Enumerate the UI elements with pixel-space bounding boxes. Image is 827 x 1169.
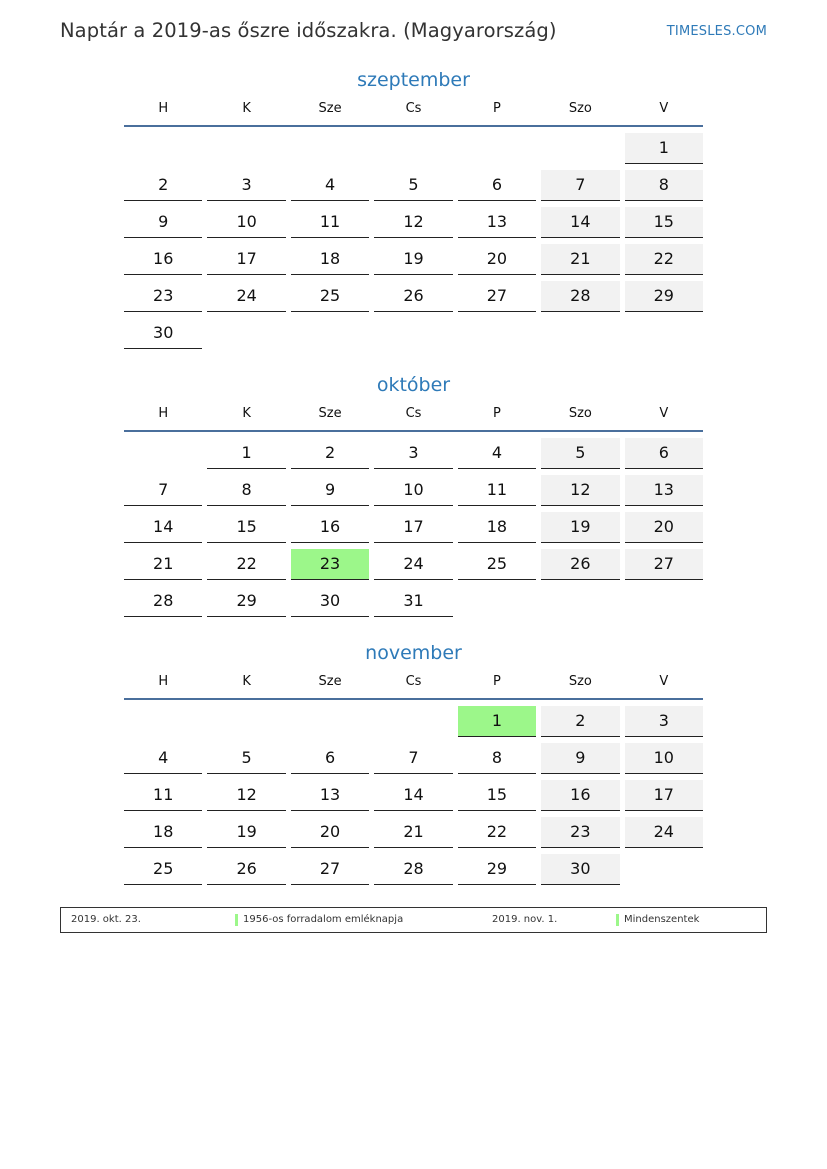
day-cell: 11 (124, 780, 202, 811)
day-cell: 24 (207, 281, 285, 312)
day-cell: 8 (458, 743, 536, 774)
day-cell: 26 (541, 549, 619, 580)
weekday-label: Sze (318, 406, 342, 421)
day-cell: 25 (458, 549, 536, 580)
weekday-label: Szo (568, 101, 592, 116)
empty-cell (207, 706, 285, 736)
weekday-label: P (493, 406, 501, 421)
day-cell: 4 (291, 170, 369, 201)
weekday-label: K (242, 101, 251, 116)
day-cell: 10 (374, 475, 452, 506)
day-grid (124, 133, 703, 355)
weekday-header (124, 672, 703, 700)
day-cell: 5 (374, 170, 452, 201)
day-cell: 26 (374, 281, 452, 312)
weekday-label: Sze (318, 674, 342, 689)
day-cell: 13 (291, 780, 369, 811)
day-cell: 24 (374, 549, 452, 580)
day-cell: 21 (541, 244, 619, 275)
day-cell: 17 (374, 512, 452, 543)
holiday-legend (60, 907, 767, 933)
weekday-label: H (158, 674, 169, 689)
weekday-label: Szo (568, 674, 592, 689)
day-cell: 9 (291, 475, 369, 506)
day-cell: 9 (124, 207, 202, 238)
day-cell: 18 (124, 817, 202, 848)
empty-cell (374, 133, 452, 163)
day-cell: 27 (291, 854, 369, 885)
day-cell: 26 (207, 854, 285, 885)
day-cell: 2 (124, 170, 202, 201)
month-calendar-october (124, 372, 703, 623)
day-cell: 14 (374, 780, 452, 811)
day-cell: 6 (291, 743, 369, 774)
day-cell: 27 (625, 549, 703, 580)
weekday-header (124, 99, 703, 127)
month-title: szeptember (357, 69, 470, 91)
brand-link[interactable]: TIMESLES.COM (666, 24, 767, 39)
day-cell: 14 (124, 512, 202, 543)
day-cell: 10 (625, 743, 703, 774)
weekday-header (124, 404, 703, 432)
day-cell: 12 (207, 780, 285, 811)
day-cell: 30 (291, 586, 369, 617)
empty-cell (291, 706, 369, 736)
day-cell: 22 (625, 244, 703, 275)
day-cell: 23 (541, 817, 619, 848)
day-cell: 28 (124, 586, 202, 617)
day-cell: 16 (291, 512, 369, 543)
day-cell: 6 (625, 438, 703, 469)
day-cell: 25 (291, 281, 369, 312)
day-cell: 5 (207, 743, 285, 774)
day-cell: 5 (541, 438, 619, 469)
day-cell: 2 (541, 706, 619, 737)
day-cell: 20 (291, 817, 369, 848)
day-cell: 13 (625, 475, 703, 506)
weekday-label: Szo (568, 406, 592, 421)
day-cell: 29 (625, 281, 703, 312)
day-cell: 3 (207, 170, 285, 201)
day-cell: 12 (541, 475, 619, 506)
day-cell: 27 (458, 281, 536, 312)
day-cell: 3 (625, 706, 703, 737)
day-cell: 8 (207, 475, 285, 506)
day-cell: 4 (458, 438, 536, 469)
weekday-label: P (493, 101, 501, 116)
day-cell: 23 (291, 549, 369, 580)
day-cell: 19 (374, 244, 452, 275)
day-cell: 8 (625, 170, 703, 201)
legend-swatch-1 (235, 914, 238, 926)
day-cell: 7 (124, 475, 202, 506)
day-cell: 14 (541, 207, 619, 238)
day-cell: 23 (124, 281, 202, 312)
weekday-label: Cs (405, 101, 422, 116)
weekday-label: V (659, 101, 669, 116)
day-cell: 9 (541, 743, 619, 774)
day-cell: 15 (458, 780, 536, 811)
day-cell: 3 (374, 438, 452, 469)
day-cell: 25 (124, 854, 202, 885)
day-cell: 11 (291, 207, 369, 238)
day-cell: 19 (541, 512, 619, 543)
day-cell: 7 (374, 743, 452, 774)
month-title: november (365, 642, 462, 664)
empty-cell (124, 133, 202, 163)
day-cell: 22 (458, 817, 536, 848)
day-cell: 16 (541, 780, 619, 811)
day-cell: 30 (541, 854, 619, 885)
day-cell: 19 (207, 817, 285, 848)
day-cell: 2 (291, 438, 369, 469)
day-cell: 16 (124, 244, 202, 275)
day-cell: 18 (458, 512, 536, 543)
weekday-label: Cs (405, 406, 422, 421)
day-cell: 29 (458, 854, 536, 885)
day-cell: 20 (625, 512, 703, 543)
day-cell: 15 (207, 512, 285, 543)
day-cell: 1 (458, 706, 536, 737)
day-cell: 28 (374, 854, 452, 885)
day-cell: 15 (625, 207, 703, 238)
day-cell: 4 (124, 743, 202, 774)
day-cell: 21 (374, 817, 452, 848)
day-cell: 28 (541, 281, 619, 312)
weekday-label: V (659, 674, 669, 689)
day-cell: 29 (207, 586, 285, 617)
weekday-label: K (242, 674, 251, 689)
empty-cell (541, 133, 619, 163)
day-cell: 30 (124, 318, 202, 349)
empty-cell (124, 706, 202, 736)
day-cell: 7 (541, 170, 619, 201)
day-cell: 24 (625, 817, 703, 848)
month-calendar-november (124, 640, 703, 891)
day-cell: 31 (374, 586, 452, 617)
day-cell: 10 (207, 207, 285, 238)
day-cell: 13 (458, 207, 536, 238)
month-calendar-september (124, 67, 703, 355)
day-grid (124, 706, 703, 891)
weekday-label: H (158, 406, 169, 421)
day-cell: 12 (374, 207, 452, 238)
day-cell: 21 (124, 549, 202, 580)
weekday-label: V (659, 406, 669, 421)
legend-label-2: Mindenszentek (624, 914, 700, 925)
empty-cell (124, 438, 202, 468)
weekday-label: Sze (318, 101, 342, 116)
day-cell: 17 (625, 780, 703, 811)
page-title: Naptár a 2019-as őszre időszakra. (Magyarország) (60, 19, 557, 42)
legend-label-1: 1956-os forradalom emléknapja (243, 914, 404, 925)
day-cell: 22 (207, 549, 285, 580)
legend-date-1: 2019. okt. 23. (71, 914, 141, 925)
legend-date-2: 2019. nov. 1. (492, 914, 558, 925)
empty-cell (207, 133, 285, 163)
empty-cell (291, 133, 369, 163)
day-cell: 18 (291, 244, 369, 275)
day-cell: 6 (458, 170, 536, 201)
empty-cell (458, 133, 536, 163)
weekday-label: K (242, 406, 251, 421)
legend-swatch-2 (616, 914, 619, 926)
weekday-label: P (493, 674, 501, 689)
empty-cell (374, 706, 452, 736)
day-cell: 11 (458, 475, 536, 506)
day-cell: 1 (207, 438, 285, 469)
day-cell: 1 (625, 133, 703, 164)
day-grid (124, 438, 703, 623)
day-cell: 20 (458, 244, 536, 275)
weekday-label: Cs (405, 674, 422, 689)
month-title: október (376, 374, 451, 396)
day-cell: 17 (207, 244, 285, 275)
weekday-label: H (158, 101, 169, 116)
